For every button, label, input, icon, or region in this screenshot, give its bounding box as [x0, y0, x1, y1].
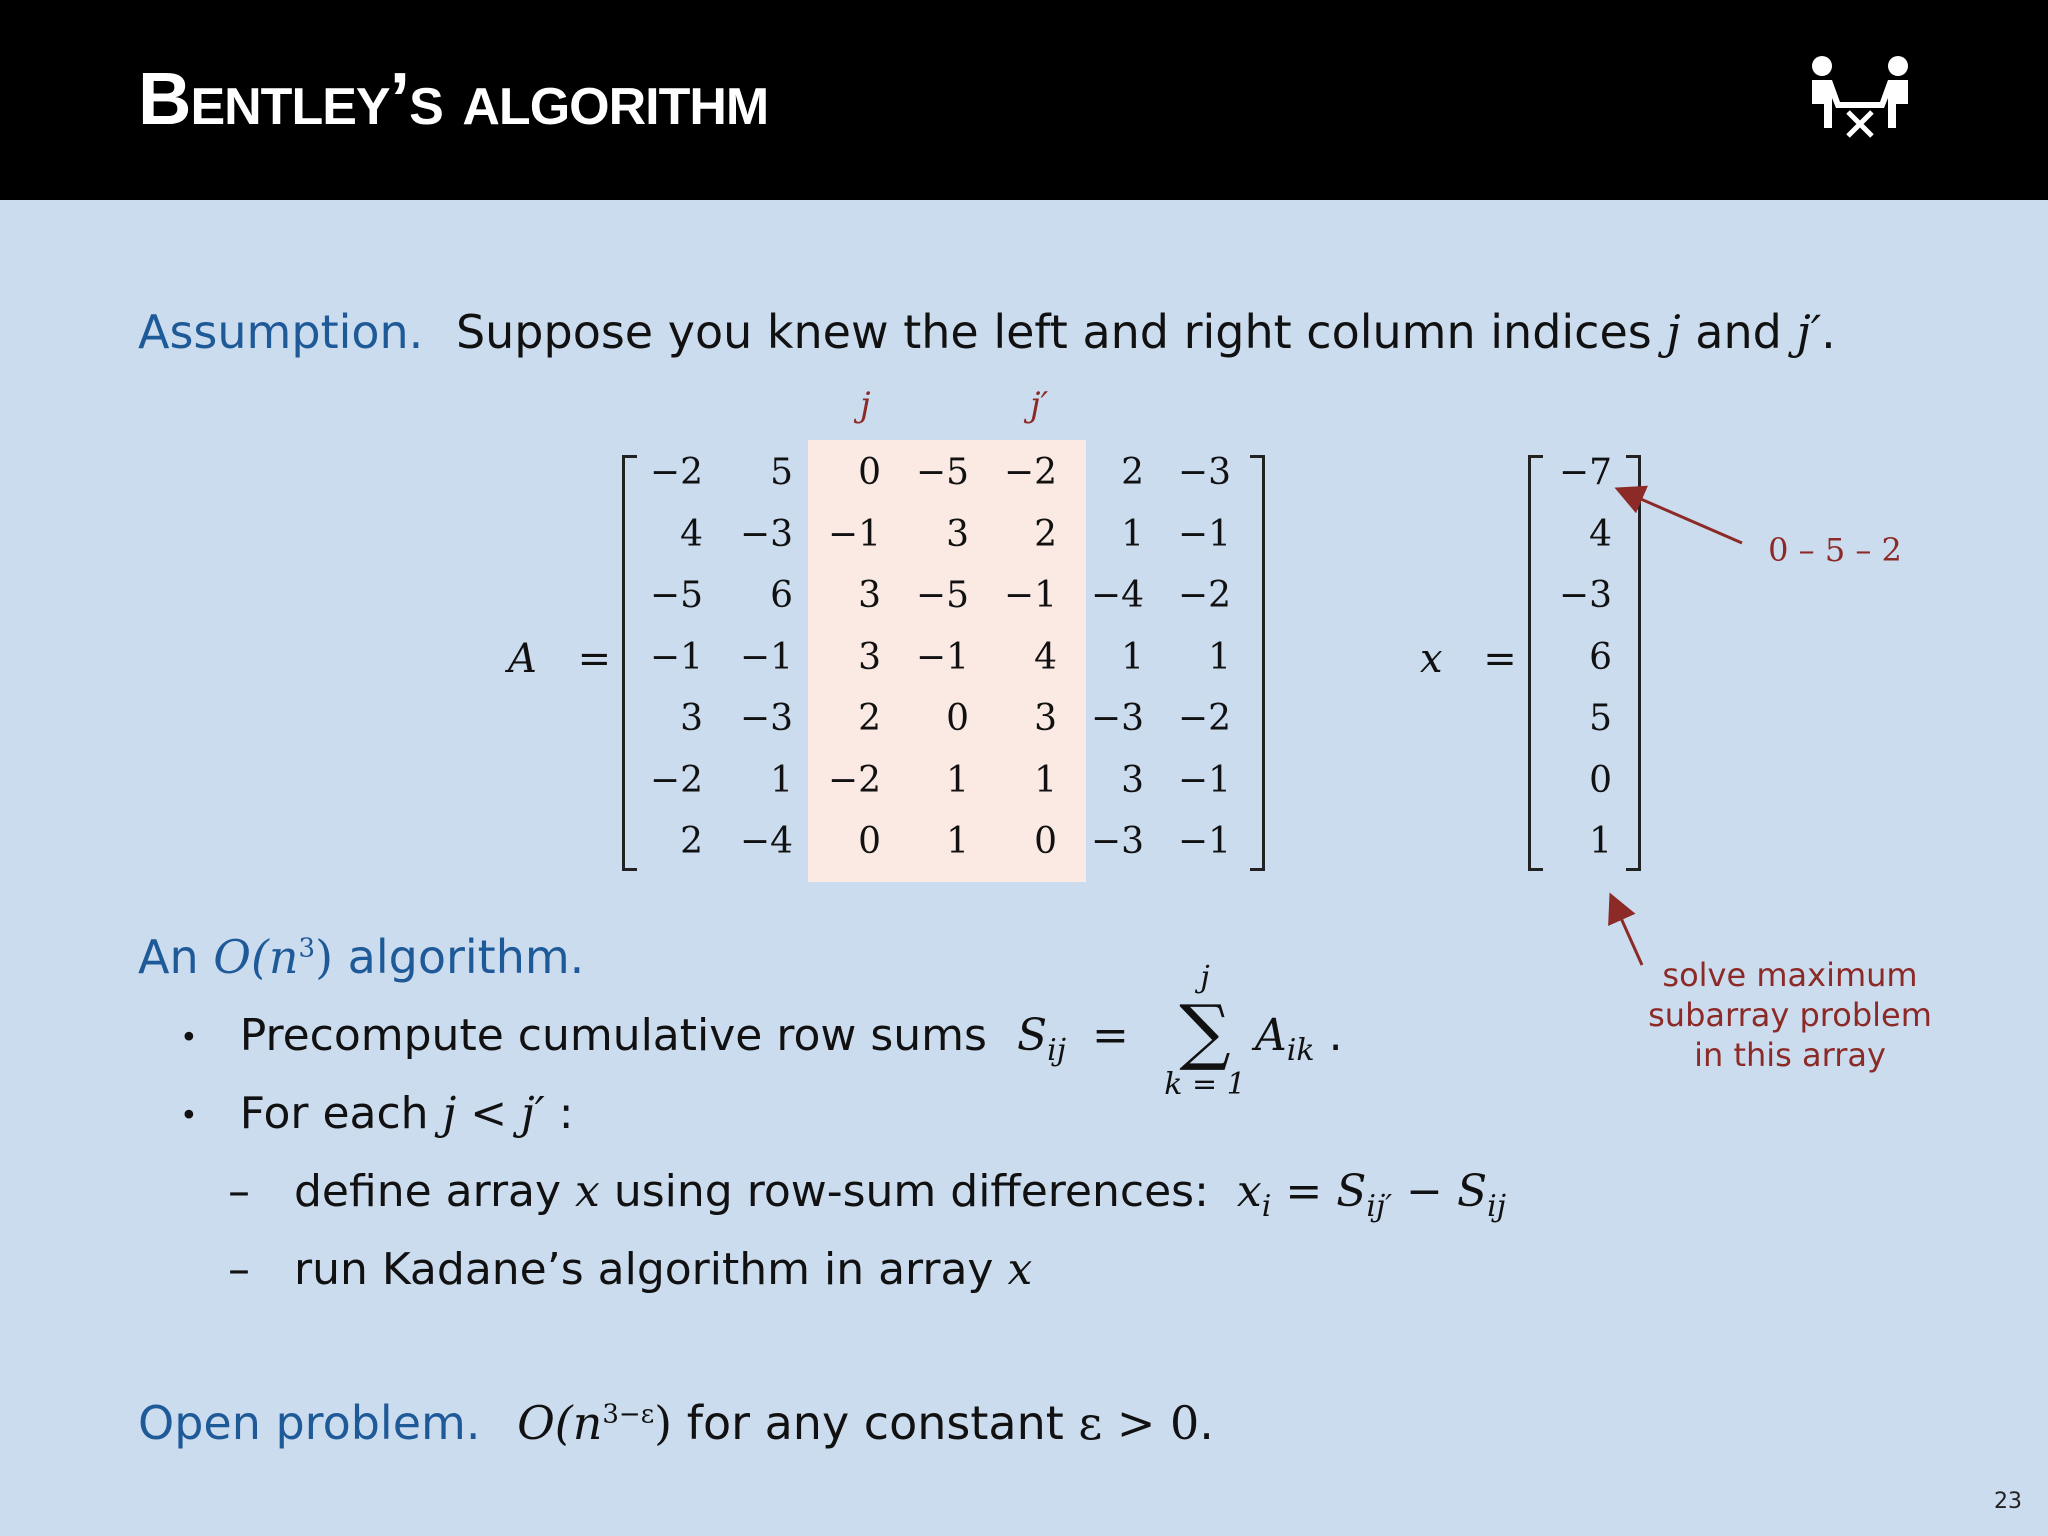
open-problem-line	[138, 1396, 1214, 1450]
matrix-cell: 0	[1034, 821, 1057, 862]
column-label-jprime: j′	[1030, 385, 1049, 425]
sub2-text: run Kadane’s algorithm in array	[294, 1244, 994, 1295]
sub-bullet-define	[228, 1166, 1506, 1224]
matrix-cell: −1	[1177, 514, 1231, 555]
bullet1-text: Precompute cumulative row sums	[239, 1010, 987, 1061]
sum-arrow	[1620, 490, 1742, 543]
solve-annotation-line-3: in this array	[1694, 1036, 1886, 1074]
bullet-dot-2: •	[180, 1098, 198, 1134]
open-problem-lead: Open problem.	[138, 1396, 481, 1450]
sub1-rest: using row-sum differences:	[613, 1166, 1209, 1217]
sum-upper: j	[1200, 960, 1210, 995]
bullet1-term	[1255, 1010, 1343, 1068]
matrix-cell: 2	[1034, 514, 1057, 555]
algorithm-rest: algorithm.	[347, 930, 585, 984]
matrix-cell: 1	[946, 821, 969, 862]
algorithm-heading	[138, 930, 584, 984]
matrix-a-symbol: A	[508, 636, 537, 682]
column-label-j: j	[860, 385, 871, 425]
matrix-cell: 1	[1121, 514, 1144, 555]
matrix-cell: −1	[1177, 760, 1231, 801]
algorithm-close: )	[315, 930, 334, 984]
algorithm-O: O(n	[213, 930, 299, 984]
vector-cell: 6	[1589, 637, 1612, 678]
sum-annotation: 0 – 5 – 2	[1768, 531, 1902, 569]
solve-arrow	[1612, 898, 1642, 965]
sub1-text: define array	[294, 1166, 562, 1217]
open-problem-O: O(n	[517, 1396, 603, 1450]
matrix-cell: −3	[1090, 821, 1144, 862]
matrix-cell: −4	[1090, 575, 1144, 616]
matrix-cell: 0	[858, 821, 881, 862]
matrix-cell: −1	[649, 637, 703, 678]
assumption-lead: Assumption.	[138, 305, 424, 359]
matrix-cell: −4	[739, 821, 793, 862]
page-number: 23	[1994, 1489, 2022, 1514]
open-problem-close: )	[654, 1396, 673, 1450]
bullet1-A-sub: ik	[1286, 1032, 1315, 1068]
bullet1-S: S	[1016, 1010, 1048, 1061]
slide-title: Bentley’s algorithm	[138, 57, 769, 140]
matrix-cell: −2	[827, 760, 881, 801]
matrix-cell: 3	[680, 698, 703, 739]
bullet-dot-1: •	[180, 1020, 198, 1056]
sum-lower: k = 1	[1164, 1067, 1246, 1102]
matrix-cell: −2	[1177, 575, 1231, 616]
dash-1: –	[228, 1166, 250, 1217]
matrix-cell: −1	[915, 637, 969, 678]
matrix-cell: 4	[680, 514, 703, 555]
dash-2: –	[228, 1244, 250, 1295]
assumption-and: and	[1695, 305, 1782, 359]
assumption-text: Suppose you knew the left and right column indices	[455, 305, 1652, 359]
matrix-cell: 1	[1034, 760, 1057, 801]
matrix-cell: −1	[827, 514, 881, 555]
matrix-cell: 1	[946, 760, 969, 801]
matrix-cell: 0	[858, 452, 881, 493]
matrix-cell: −2	[1177, 698, 1231, 739]
vector-cell: −7	[1558, 452, 1612, 493]
sub1-formula-eq: =	[1285, 1166, 1323, 1217]
vector-x-symbol: x	[1420, 636, 1443, 682]
sub1-x: x	[575, 1166, 600, 1217]
solve-annotation-line-1: solve maximum	[1662, 956, 1918, 994]
matrix-cell: 3	[1034, 698, 1057, 739]
matrix-cell: 2	[1121, 452, 1144, 493]
matrix-cell: 2	[858, 698, 881, 739]
matrix-cell: −3	[1177, 452, 1231, 493]
sub1-formula-minus: −	[1406, 1166, 1443, 1217]
sub1-formula-i: i	[1261, 1188, 1272, 1224]
assumption-j: j	[1666, 305, 1681, 359]
open-problem-math: ε > 0	[1078, 1396, 1200, 1450]
matrix-cell: −5	[915, 575, 969, 616]
matrix-a-equals: =	[577, 636, 612, 682]
bullet1-end: .	[1328, 1010, 1343, 1061]
vector-cell: −3	[1558, 575, 1612, 616]
bullet2-end: :	[558, 1088, 574, 1139]
bullet2-math: j < j′	[442, 1088, 545, 1139]
vector-x-equals: =	[1483, 636, 1517, 682]
vector-cell: 4	[1589, 514, 1612, 555]
matrix-cell: −1	[1003, 575, 1057, 616]
sum-symbol: ∑	[1179, 989, 1231, 1073]
matrix-cell: 3	[858, 575, 881, 616]
matrix-cell: 6	[770, 575, 793, 616]
algorithm-exp: 3	[298, 933, 316, 964]
open-problem-end: .	[1199, 1396, 1214, 1450]
sub1-formula-S1: S	[1336, 1166, 1367, 1217]
matrix-cell: 3	[858, 637, 881, 678]
vector-cell: 1	[1589, 821, 1612, 862]
matrix-cell: 1	[770, 760, 793, 801]
sub1-formula-S2: S	[1456, 1166, 1488, 1217]
sub1-formula-S2-sub: ij	[1487, 1188, 1507, 1224]
sub2-x: x	[1007, 1244, 1033, 1295]
bullet-for-each	[180, 1088, 574, 1139]
summation	[1160, 960, 1250, 1102]
matrix-cell: 5	[770, 452, 793, 493]
bullet-precompute	[180, 1010, 1129, 1068]
matrix-cell: 1	[1121, 637, 1144, 678]
matrix-cell: 3	[1121, 760, 1144, 801]
matrix-cell: −2	[1003, 452, 1057, 493]
algorithm-an: An	[138, 930, 199, 984]
matrix-cell: −3	[1090, 698, 1144, 739]
assumption-jprime: j′	[1796, 305, 1822, 359]
matrix-cell: −1	[739, 637, 793, 678]
bullet1-A: A	[1255, 1010, 1287, 1061]
sub-bullet-kadane	[228, 1244, 1032, 1295]
solve-annotation-line-2: subarray problem	[1648, 996, 1932, 1034]
matrix-cell: 2	[680, 821, 703, 862]
matrix-cell: −5	[649, 575, 703, 616]
vector-cell: 0	[1589, 760, 1612, 801]
sub1-formula-x: x	[1236, 1166, 1262, 1217]
matrix-cell: −1	[1177, 821, 1231, 862]
matrix-cell: 3	[946, 514, 969, 555]
matrix-cell: −2	[649, 760, 703, 801]
matrix-cell: 1	[1208, 637, 1231, 678]
vector-cell: 5	[1589, 698, 1612, 739]
matrix-cell: 0	[946, 698, 969, 739]
bullet1-S-sub: ij	[1047, 1032, 1067, 1068]
matrix-cell: −3	[739, 698, 793, 739]
matrix-cell: −3	[739, 514, 793, 555]
matrix-cell: −2	[649, 452, 703, 493]
open-problem-exp: 3−ε	[602, 1399, 655, 1430]
bullet2-text: For each	[239, 1088, 429, 1139]
matrix-cell: 4	[1034, 637, 1057, 678]
bullet1-equals: =	[1092, 1010, 1129, 1061]
open-problem-text: for any constant	[686, 1396, 1064, 1450]
sub1-formula-S1-sub: ij′	[1366, 1188, 1393, 1224]
matrix-cell: −5	[915, 452, 969, 493]
assumption-end: .	[1821, 305, 1836, 359]
